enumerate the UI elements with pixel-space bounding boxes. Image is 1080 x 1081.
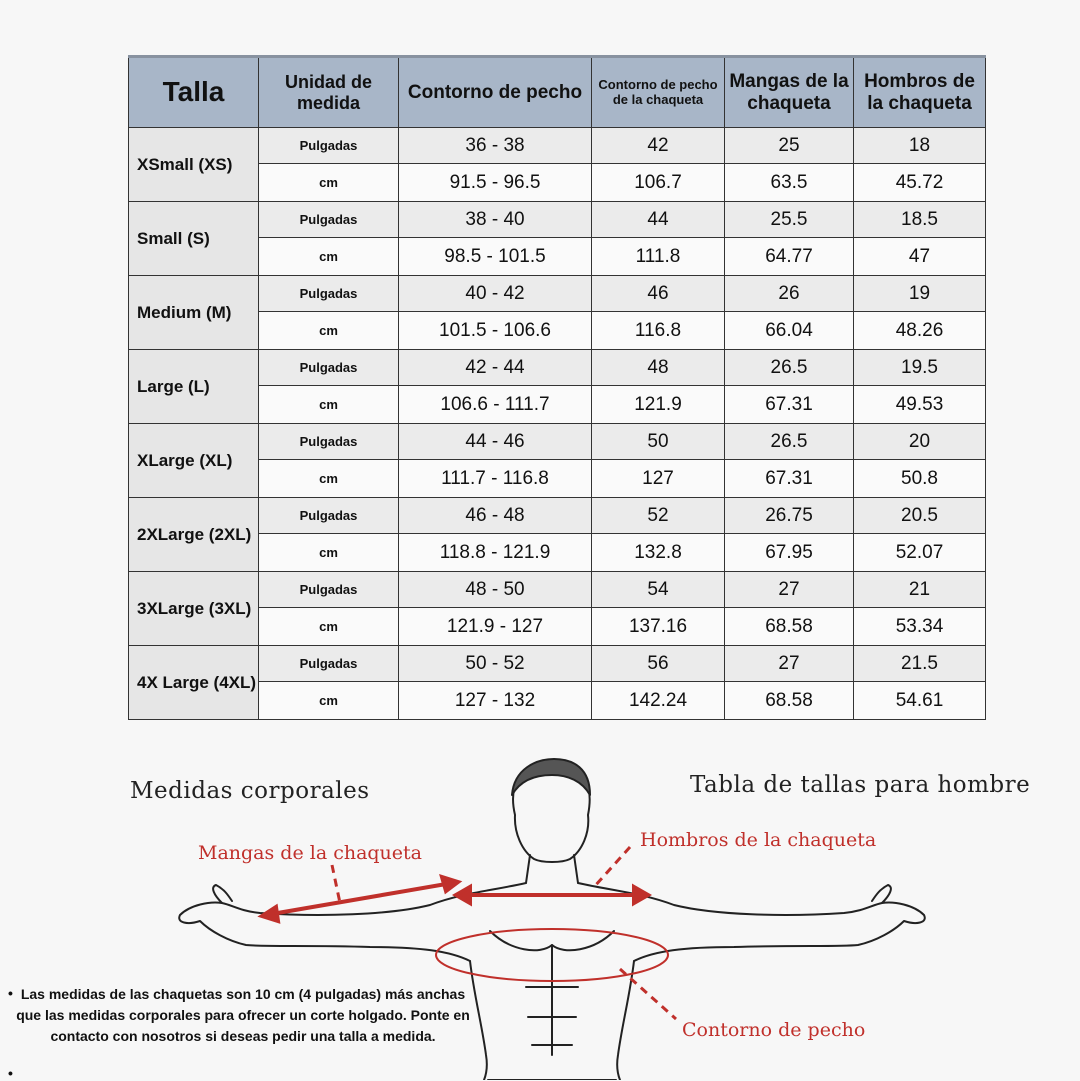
table-header-row — [129, 57, 986, 128]
fit-note: Las medidas de las chaquetas son 10 cm (4 pulgadas) más anchas que las medidas corporales para ofrecer un corte holgado. Ponte en contacto con nosotros si deseas pedir una talla a medida. — [16, 986, 470, 1044]
unit-cell: cm — [259, 608, 399, 646]
sleeve-value-cell: 25.5 — [725, 202, 854, 238]
shoulder-value-cell: 47 — [854, 238, 986, 276]
shoulder-value-cell: 20 — [854, 424, 986, 460]
table-row — [129, 276, 986, 312]
jacket-value-cell: 111.8 — [592, 238, 725, 276]
shoulder-value-cell: 21 — [854, 572, 986, 608]
chest-value-cell: 38 - 40 — [399, 202, 592, 238]
chest-value-cell: 48 - 50 — [399, 572, 592, 608]
table-row — [129, 498, 986, 534]
chest-value-cell: 111.7 - 116.8 — [399, 460, 592, 498]
shoulder-value-cell: 20.5 — [854, 498, 986, 534]
sleeve-value-cell: 26.75 — [725, 498, 854, 534]
jacket-value-cell: 52 — [592, 498, 725, 534]
size-name-cell: 2XLarge (2XL) — [129, 498, 259, 572]
sleeve-value-cell: 67.95 — [725, 534, 854, 572]
table-row — [129, 350, 986, 386]
shoulder-value-cell: 19 — [854, 276, 986, 312]
unit-cell: cm — [259, 682, 399, 720]
size-name-cell: Large (L) — [129, 350, 259, 424]
hair — [512, 759, 590, 795]
size-name-cell: 4X Large (4XL) — [129, 646, 259, 720]
note-bullet-icon: • — [8, 985, 13, 1001]
table-row — [129, 128, 986, 164]
sleeve-value-cell: 63.5 — [725, 164, 854, 202]
table-row — [129, 424, 986, 460]
shoulder-pointer — [594, 847, 630, 887]
sleeves-label: Mangas de la chaqueta — [198, 842, 423, 864]
sleeve-value-cell: 68.58 — [725, 682, 854, 720]
sleeve-value-cell: 64.77 — [725, 238, 854, 276]
sleeve-value-cell: 26 — [725, 276, 854, 312]
sleeve-value-cell: 26.5 — [725, 424, 854, 460]
header-jacket-chest: Contorno de pecho de la chaqueta — [592, 57, 725, 128]
shoulder-value-cell: 50.8 — [854, 460, 986, 498]
table-row — [129, 202, 986, 238]
shoulder-value-cell: 52.07 — [854, 534, 986, 572]
chest-value-cell: 106.6 - 111.7 — [399, 386, 592, 424]
header-shoulders: Hombros de la chaqueta — [854, 57, 986, 128]
jacket-value-cell: 121.9 — [592, 386, 725, 424]
unit-cell: cm — [259, 312, 399, 350]
jacket-value-cell: 132.8 — [592, 534, 725, 572]
sleeve-value-cell: 67.31 — [725, 386, 854, 424]
body-measurements-title: Medidas corporales — [130, 778, 370, 804]
jacket-value-cell: 50 — [592, 424, 725, 460]
shoulder-value-cell: 18 — [854, 128, 986, 164]
unit-cell: cm — [259, 386, 399, 424]
chest-value-cell: 127 - 132 — [399, 682, 592, 720]
shoulder-value-cell: 53.34 — [854, 608, 986, 646]
jacket-value-cell: 56 — [592, 646, 725, 682]
unit-cell: Pulgadas — [259, 202, 399, 238]
unit-cell: Pulgadas — [259, 646, 399, 682]
header-chest: Contorno de pecho — [399, 57, 592, 128]
shoulder-value-cell: 21.5 — [854, 646, 986, 682]
table-body — [129, 128, 986, 720]
table-row — [129, 646, 986, 682]
chest-value-cell: 40 - 42 — [399, 276, 592, 312]
unit-cell: Pulgadas — [259, 128, 399, 164]
empty-bullet-icon: • — [8, 1065, 13, 1081]
chest-value-cell: 91.5 - 96.5 — [399, 164, 592, 202]
shoulder-value-cell: 45.72 — [854, 164, 986, 202]
chest-value-cell: 50 - 52 — [399, 646, 592, 682]
jacket-value-cell: 137.16 — [592, 608, 725, 646]
jacket-value-cell: 142.24 — [592, 682, 725, 720]
unit-cell: cm — [259, 238, 399, 276]
size-chart-table — [128, 55, 986, 720]
chest-value-cell: 101.5 - 106.6 — [399, 312, 592, 350]
jacket-value-cell: 54 — [592, 572, 725, 608]
shoulder-value-cell: 54.61 — [854, 682, 986, 720]
chest-label: Contorno de pecho — [682, 1019, 866, 1041]
size-name-cell: XSmall (XS) — [129, 128, 259, 202]
table-row — [129, 572, 986, 608]
shoulders-label: Hombros de la chaqueta — [640, 829, 877, 851]
jacket-value-cell: 127 — [592, 460, 725, 498]
shoulder-value-cell: 18.5 — [854, 202, 986, 238]
sleeve-value-cell: 67.31 — [725, 460, 854, 498]
sleeve-value-cell: 27 — [725, 572, 854, 608]
unit-cell: cm — [259, 534, 399, 572]
jacket-value-cell: 46 — [592, 276, 725, 312]
unit-cell: Pulgadas — [259, 572, 399, 608]
header-sleeves: Mangas de la chaqueta — [725, 57, 854, 128]
sleeve-value-cell: 25 — [725, 128, 854, 164]
sleeve-value-cell: 68.58 — [725, 608, 854, 646]
size-name-cell: Medium (M) — [129, 276, 259, 350]
unit-cell: cm — [259, 460, 399, 498]
sleeve-arrow — [266, 883, 452, 915]
shoulder-value-cell: 49.53 — [854, 386, 986, 424]
unit-cell: cm — [259, 164, 399, 202]
size-name-cell: XLarge (XL) — [129, 424, 259, 498]
chest-value-cell: 98.5 - 101.5 — [399, 238, 592, 276]
chest-value-cell: 44 - 46 — [399, 424, 592, 460]
unit-cell: Pulgadas — [259, 276, 399, 312]
jacket-value-cell: 48 — [592, 350, 725, 386]
size-chart-title: Tabla de tallas para hombre — [690, 772, 1031, 798]
header-unit: Unidad de medida — [259, 57, 399, 128]
shoulder-value-cell: 48.26 — [854, 312, 986, 350]
shoulder-value-cell: 19.5 — [854, 350, 986, 386]
size-name-cell: 3XLarge (3XL) — [129, 572, 259, 646]
header-size: Talla — [129, 57, 259, 128]
unit-cell: Pulgadas — [259, 424, 399, 460]
sleeve-pointer — [332, 865, 340, 903]
jacket-value-cell: 116.8 — [592, 312, 725, 350]
chest-value-cell: 36 - 38 — [399, 128, 592, 164]
sleeve-value-cell: 27 — [725, 646, 854, 682]
sleeve-value-cell: 66.04 — [725, 312, 854, 350]
jacket-value-cell: 44 — [592, 202, 725, 238]
sleeve-value-cell: 26.5 — [725, 350, 854, 386]
chest-value-cell: 42 - 44 — [399, 350, 592, 386]
chest-value-cell: 118.8 - 121.9 — [399, 534, 592, 572]
unit-cell: Pulgadas — [259, 498, 399, 534]
chest-value-cell: 46 - 48 — [399, 498, 592, 534]
size-name-cell: Small (S) — [129, 202, 259, 276]
chest-value-cell: 121.9 - 127 — [399, 608, 592, 646]
unit-cell: Pulgadas — [259, 350, 399, 386]
jacket-value-cell: 106.7 — [592, 164, 725, 202]
jacket-value-cell: 42 — [592, 128, 725, 164]
